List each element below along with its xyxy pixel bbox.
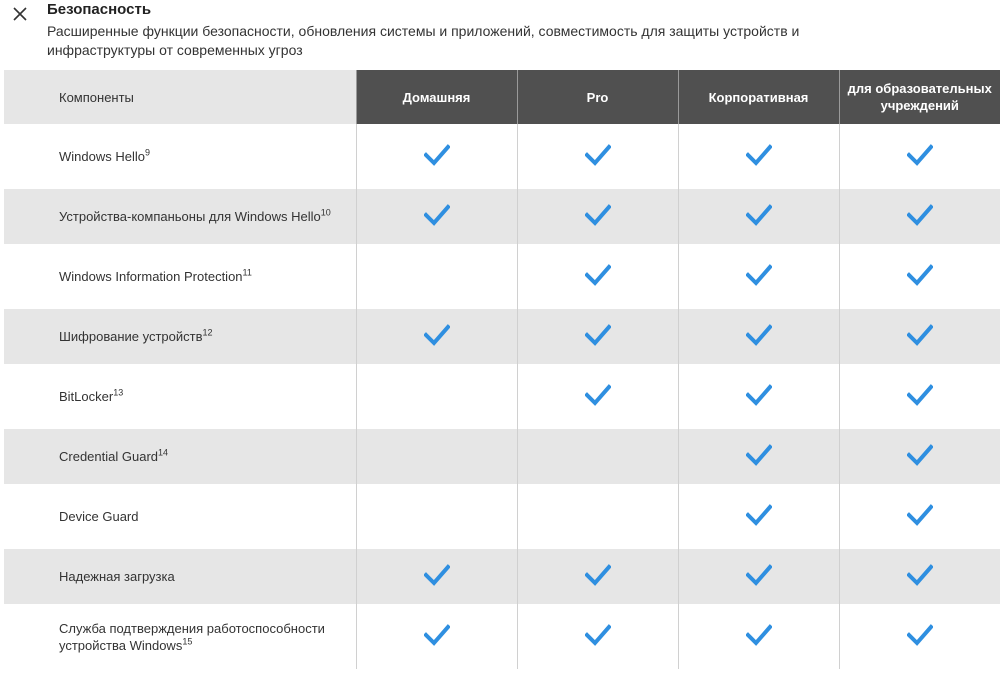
checkmark-icon — [907, 384, 933, 406]
checkmark-icon — [746, 504, 772, 526]
component-label: BitLocker — [59, 389, 114, 404]
table-row — [4, 124, 1000, 189]
component-name — [4, 484, 356, 549]
table-row — [4, 189, 1000, 244]
component-name — [4, 549, 356, 604]
availability-cell — [678, 549, 839, 604]
availability-cell — [517, 364, 678, 429]
availability-cell — [839, 309, 1000, 364]
checkmark-icon — [424, 564, 450, 586]
checkmark-icon — [585, 264, 611, 286]
section-title: Безопасность — [47, 1, 152, 18]
availability-cell — [839, 189, 1000, 244]
checkmark-icon — [746, 204, 772, 226]
footnote-ref: 11 — [242, 267, 252, 278]
availability-cell — [356, 309, 517, 364]
availability-cell — [839, 124, 1000, 189]
availability-cell — [356, 124, 517, 189]
availability-cell — [356, 604, 517, 669]
checkmark-icon — [585, 204, 611, 226]
table-row — [4, 429, 1000, 484]
checkmark-icon — [746, 144, 772, 166]
checkmark-icon — [907, 204, 933, 226]
component-name — [4, 244, 356, 309]
availability-cell — [517, 189, 678, 244]
checkmark-icon — [746, 624, 772, 646]
table-header-row — [4, 70, 1000, 124]
column-header-pro: Pro — [517, 70, 678, 124]
table-row — [4, 364, 1000, 429]
availability-cell — [678, 364, 839, 429]
availability-cell — [678, 484, 839, 549]
checkmark-icon — [585, 384, 611, 406]
availability-cell — [839, 549, 1000, 604]
checkmark-icon — [585, 324, 611, 346]
availability-cell — [356, 189, 517, 244]
footnote-ref: 14 — [158, 447, 169, 458]
checkmark-icon — [907, 264, 933, 286]
availability-cell — [356, 429, 517, 484]
availability-cell — [678, 244, 839, 309]
section-subtitle: Расширенные функции безопасности, обновления системы и приложений, совместимость для защиты устройств и инфраструктуры от современных угроз — [47, 23, 800, 58]
component-label: Служба подтверждения работоспособности устройства Windows — [59, 620, 325, 653]
availability-cell — [839, 244, 1000, 309]
availability-cell — [356, 549, 517, 604]
checkmark-icon — [585, 564, 611, 586]
component-name — [4, 189, 356, 244]
availability-cell — [517, 604, 678, 669]
availability-cell — [678, 429, 839, 484]
table-body — [4, 124, 1000, 669]
availability-cell — [839, 364, 1000, 429]
checkmark-icon — [424, 144, 450, 166]
column-header-components: Компоненты — [4, 70, 356, 124]
availability-cell — [517, 124, 678, 189]
close-button[interactable] — [10, 4, 30, 24]
availability-cell — [678, 309, 839, 364]
availability-cell — [517, 309, 678, 364]
checkmark-icon — [907, 444, 933, 466]
checkmark-icon — [907, 504, 933, 526]
checkmark-icon — [746, 564, 772, 586]
table-row — [4, 604, 1000, 669]
checkmark-icon — [424, 624, 450, 646]
component-label: Надежная загрузка — [59, 569, 175, 584]
component-label: Credential Guard — [59, 449, 158, 464]
component-label: Windows Hello — [59, 149, 145, 164]
checkmark-icon — [424, 324, 450, 346]
column-header-education: для образовательных учреждений — [839, 70, 1000, 124]
close-icon — [13, 7, 27, 21]
component-label: Device Guard — [59, 509, 139, 524]
availability-cell — [356, 364, 517, 429]
footnote-ref: 10 — [320, 207, 331, 218]
table-row — [4, 244, 1000, 309]
checkmark-icon — [585, 144, 611, 166]
checkmark-icon — [907, 564, 933, 586]
footnote-ref: 9 — [144, 147, 150, 158]
component-label: Устройства-компаньоны для Windows Hello — [59, 209, 321, 224]
availability-cell — [678, 124, 839, 189]
availability-cell — [839, 484, 1000, 549]
column-header-enterprise: Корпоративная — [678, 70, 839, 124]
availability-cell — [839, 604, 1000, 669]
component-name — [4, 429, 356, 484]
column-header-home: Домашняя — [356, 70, 517, 124]
availability-cell — [517, 484, 678, 549]
checkmark-icon — [907, 324, 933, 346]
availability-cell — [678, 604, 839, 669]
footnote-ref: 12 — [202, 327, 213, 338]
component-label: Windows Information Protection — [59, 269, 243, 284]
availability-cell — [678, 189, 839, 244]
checkmark-icon — [746, 264, 772, 286]
component-label: Шифрование устройств — [59, 329, 203, 344]
footnote-ref: 13 — [113, 387, 124, 398]
table-row — [4, 484, 1000, 549]
availability-cell — [517, 549, 678, 604]
availability-cell — [517, 244, 678, 309]
component-name — [4, 364, 356, 429]
checkmark-icon — [746, 324, 772, 346]
checkmark-icon — [746, 384, 772, 406]
checkmark-icon — [585, 624, 611, 646]
checkmark-icon — [907, 144, 933, 166]
component-name — [4, 604, 356, 669]
availability-cell — [517, 429, 678, 484]
table-row — [4, 309, 1000, 364]
availability-cell — [356, 484, 517, 549]
footnote-ref: 15 — [182, 636, 193, 647]
checkmark-icon — [746, 444, 772, 466]
table-row — [4, 549, 1000, 604]
checkmark-icon — [424, 204, 450, 226]
component-name — [4, 124, 356, 189]
availability-cell — [356, 244, 517, 309]
features-table — [4, 70, 1000, 669]
checkmark-icon — [907, 624, 933, 646]
availability-cell — [839, 429, 1000, 484]
component-name — [4, 309, 356, 364]
